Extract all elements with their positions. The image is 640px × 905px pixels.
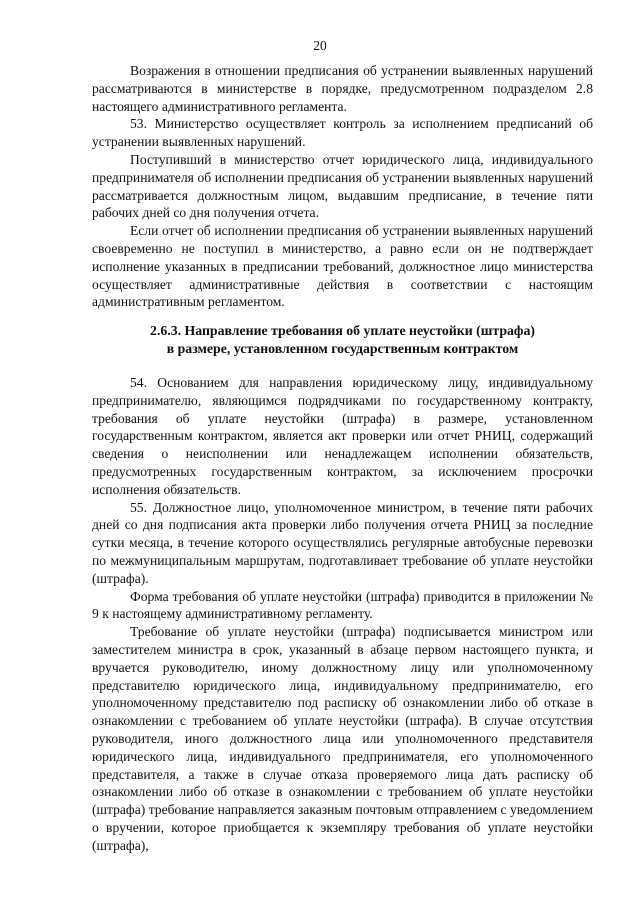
paragraph: 55. Должностное лицо, уполномоченное министром, в течение пяти рабочих дней со дня подписания акта проверки либо получения отчета РНИЦ за последние сутки месяца, в течение которого осуществлялись регулярные автобусные перевозки по межмуниципальным маршрутам, подготавливает требование об уплате неустойки (штрафа). [92, 499, 593, 586]
section-heading-line-1: 2.6.3. Направление требования об уплате неустойки (штрафа) [150, 323, 535, 338]
text-block-before-heading [92, 62, 593, 311]
paragraph: Если отчет об исполнении предписания об устранении выявленных нарушений своевременно не поступил в министерство, а равно если он не подтверждает исполнение указанных в предписании требований, должностное лицо министерства осуществляет административные действия в соответствии с настоящим административным регламентом. [92, 223, 593, 310]
text-block-after-heading [92, 374, 593, 855]
section-heading-line-2: в размере, установленном государственным контрактом [166, 341, 519, 356]
paragraph: Форма требования об уплате неустойки (штрафа) приводится в приложении № 9 к настоящему административному регламенту. [92, 588, 593, 622]
paragraph: Требование об уплате неустойки (штрафа) подписывается министром или заместителем министра в срок, указанный в абзаце первом настоящего пункта, и вручается руководителю, иному должностному лицу или уполномоченному представителю юридического лица, индивидуальному предпринимателю, его уполномоченному представителю под расписку об ознакомлении либо об отказе в ознакомлении с требованием об уплате неустойки (штрафа). В случае отсутствия руководителя, иного должностного лица или уполномоченного представителя юридического лица, индивидуального предпринимателя, его уполномоченного представителя, а также в случае отказа проверяемого лица дать расписку об ознакомлении либо об отказе в ознакомлении с требованием об уплате неустойки (штрафа) требование направляется заказным почтовым отправлением с уведомлением о вручении, которое приобщается к экземпляру требования об уплате неустойки (штрафа), [92, 624, 594, 853]
paragraph: Возражения в отношении предписания об устранении выявленных нарушений рассматриваются в министерстве в порядке, предусмотренном подразделом 2.8 настоящего административного регламента. [92, 63, 593, 114]
paragraph: 54. Основанием для направления юридическому лицу, индивидуальному предпринимателю, являющимся подрядчиками по государственному контракту, требования об уплате неустойки (штрафа) в размере, установленном государственным контрактом, является акт проверки или отчет РНИЦ, содержащий сведения о неисполнении или ненадлежащем исполнении обязательств, предусмотренных государственным контрактом, за исключением просрочки исполнения обязательств. [92, 375, 593, 497]
page-number: 20 [313, 38, 327, 53]
paragraph: 53. Министерство осуществляет контроль за исполнением предписаний об устранении выявленных нарушений. [92, 116, 593, 150]
paragraph: Поступивший в министерство отчет юридического лица, индивидуального предпринимателя об исполнении предписания об устранении выявленных нарушений рассматривается должностным лицом, выдавшим предписание, в течение пяти рабочих дней со дня получения отчета. [92, 151, 593, 221]
section-heading [92, 322, 593, 358]
